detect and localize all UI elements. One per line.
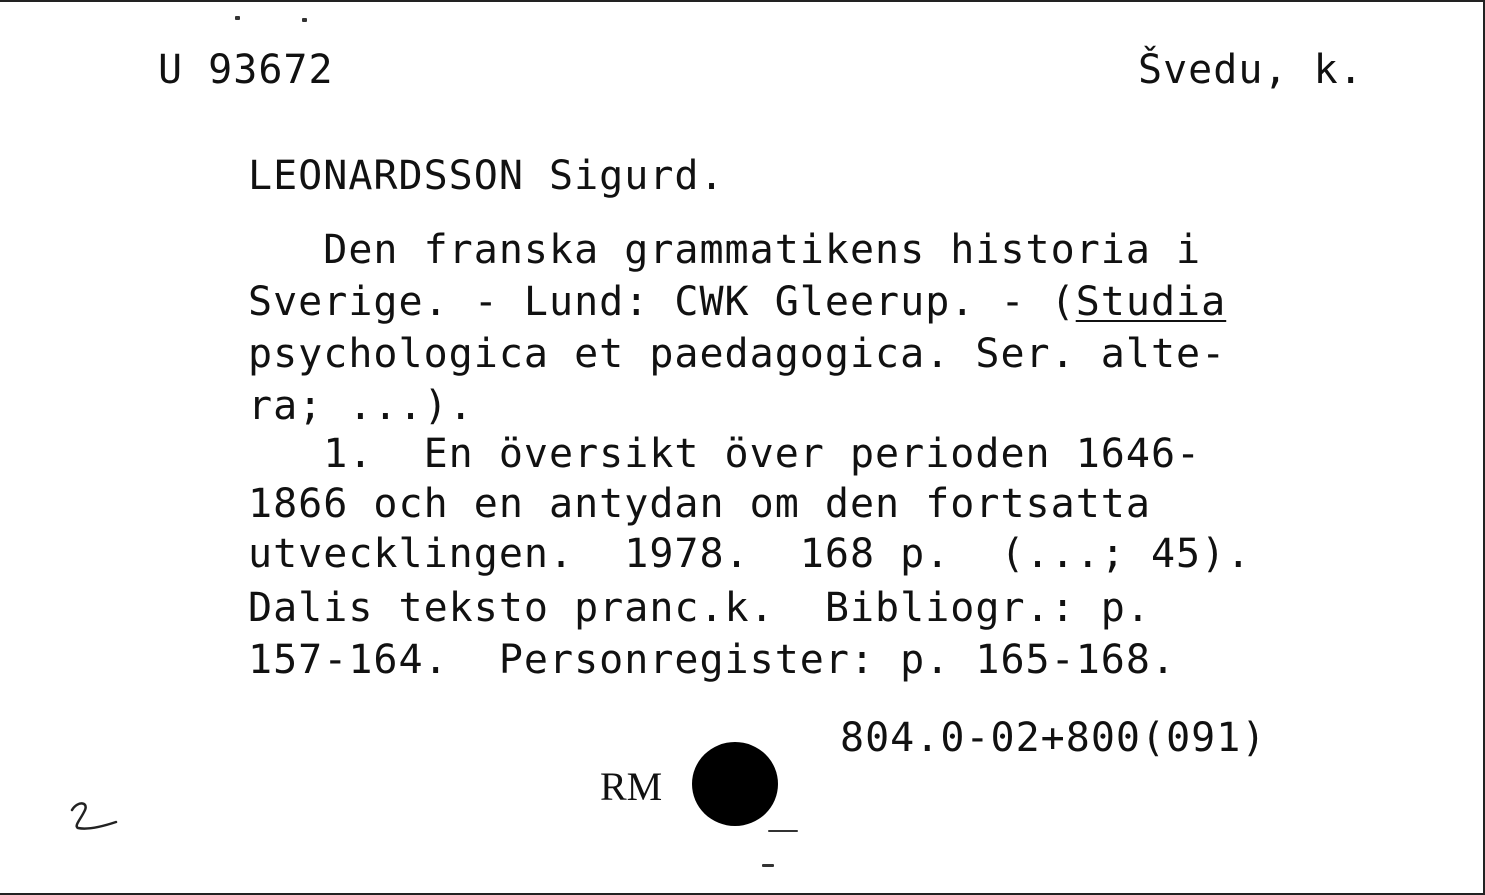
body-line: 1866 och en antydan om den fortsatta (248, 481, 1151, 527)
body-line: 157-164. Personregister: p. 165-168. (248, 637, 1177, 683)
body-line: Den franska grammatikens historia i (248, 227, 1202, 273)
punch-hole (692, 742, 778, 826)
body-line (248, 276, 1226, 328)
scan-speck (235, 16, 240, 20)
call-number: U 93672 (158, 47, 334, 93)
language-note: Švedu, k. (1138, 47, 1364, 93)
author-heading: LEONARDSSON Sigurd. (248, 153, 725, 199)
body-line: psychologica et paedagogica. Ser. alte- (248, 331, 1227, 377)
body-line: Dalis teksto pranc.k. Bibliogr.: p. (248, 585, 1151, 631)
body-line: utvecklingen. 1978. 168 p. (...; 45). (248, 531, 1252, 577)
stamp-label: RM (600, 764, 663, 809)
handwritten-mark-icon (68, 798, 124, 838)
body-line-text: Sverige. - Lund: CWK Gleerup. - ( (248, 279, 1076, 325)
body-line: 1. En översikt över perioden 1646- (248, 431, 1202, 477)
scan-speck (762, 864, 774, 867)
scan-speck (768, 830, 798, 832)
classification-number: 804.0-02+800(091) (840, 715, 1267, 761)
scan-speck (302, 18, 307, 22)
series-title: Studia (1075, 279, 1227, 325)
body-line: ra; ...). (248, 383, 474, 429)
